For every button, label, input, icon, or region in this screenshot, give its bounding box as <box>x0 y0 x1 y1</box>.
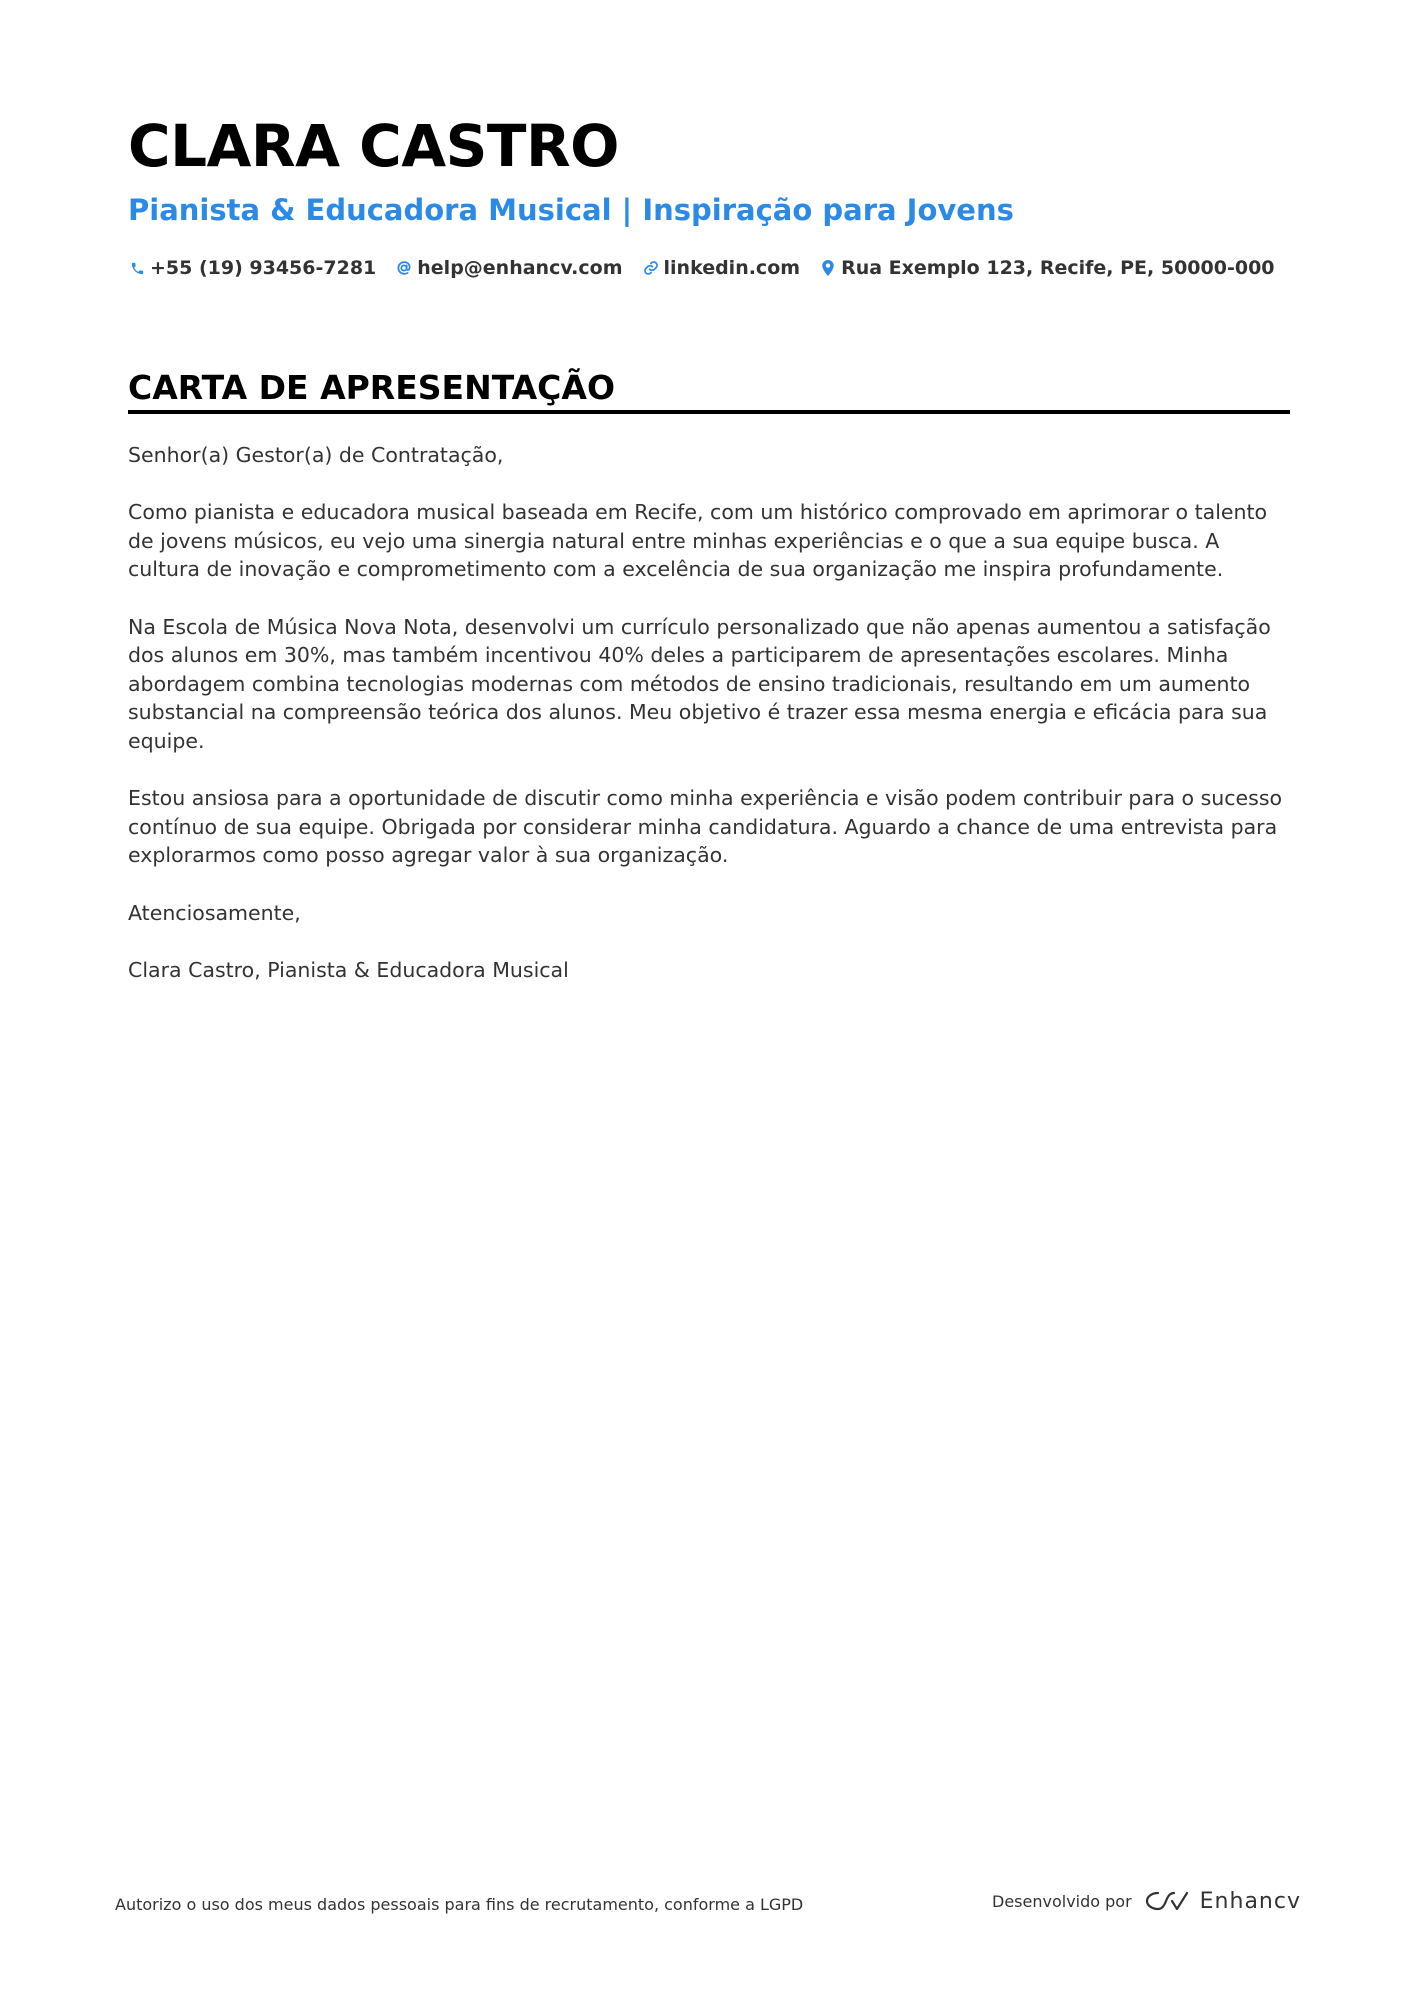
contact-address <box>819 254 1274 282</box>
letter-closing: Atenciosamente, <box>128 900 301 925</box>
contact-email <box>395 254 622 282</box>
phone-text: +55 (19) 93456-7281 <box>150 257 377 279</box>
footer-branding[interactable] <box>992 1888 1301 1914</box>
letter-salutation: Senhor(a) Gestor(a) de Contratação, <box>128 443 504 467</box>
enhancv-brand: Enhancv <box>1199 1888 1301 1914</box>
contact-phone <box>128 254 376 282</box>
at-icon <box>395 259 413 277</box>
phone-icon <box>128 259 146 277</box>
location-pin-icon <box>819 259 837 277</box>
candidate-headline: Pianista & Educadora Musical | Inspiração para Jovens <box>128 193 1014 227</box>
candidate-name: CLARA CASTRO <box>128 112 619 180</box>
developed-by-label: Desenvolvido por <box>992 1891 1132 1911</box>
email-text: help@enhancv.com <box>417 257 623 279</box>
linkedin-text: linkedin.com <box>663 257 801 279</box>
letter-paragraph: Como pianista e educadora musical baseada em Recife, com um histórico comprovado em aprimorar o talento de jovens músicos, eu vejo uma sinergia natural entre minhas experiências e o que a sua equipe busca. A cultura de inovação e comprometimento com a excelência de sua organização me inspira profundamente. <box>128 500 1268 582</box>
contact-linkedin <box>642 254 801 282</box>
address-text: Rua Exemplo 123, Recife, PE, 50000-000 <box>841 257 1275 279</box>
enhancv-logo-icon <box>1144 1888 1190 1914</box>
section-title: CARTA DE APRESENTAÇÃO <box>128 368 615 407</box>
letter-paragraph: Estou ansiosa para a oportunidade de discutir como minha experiência e visão podem contribuir para o sucesso contínuo de sua equipe. Obrigada por considerar minha candidatura. Aguardo a chance de uma entrevista para explorarmos como posso agregar valor à sua organização. <box>128 786 1283 868</box>
consent-text: Autorizo o uso dos meus dados pessoais para fins de recrutamento, conforme a LGPD <box>115 1895 804 1914</box>
letter-body <box>128 441 1290 1013</box>
link-icon <box>642 259 660 277</box>
letter-signature: Clara Castro, Pianista & Educadora Musical <box>128 957 569 982</box>
section-divider <box>128 410 1290 414</box>
letter-paragraph: Na Escola de Música Nova Nota, desenvolvi um currículo personalizado que não apenas aumentou a satisfação dos alunos em 30%, mas também incentivou 40% deles a participarem de apresentações escolares. Minha abordagem combina tecnologias modernas com métodos de ensino tradicionais, resultando em um aumento substancial na compreensão teórica dos alunos. Meu objetivo é trazer essa mesma energia e eficácia para sua equipe. <box>128 614 1271 753</box>
contact-bar <box>128 254 1294 282</box>
